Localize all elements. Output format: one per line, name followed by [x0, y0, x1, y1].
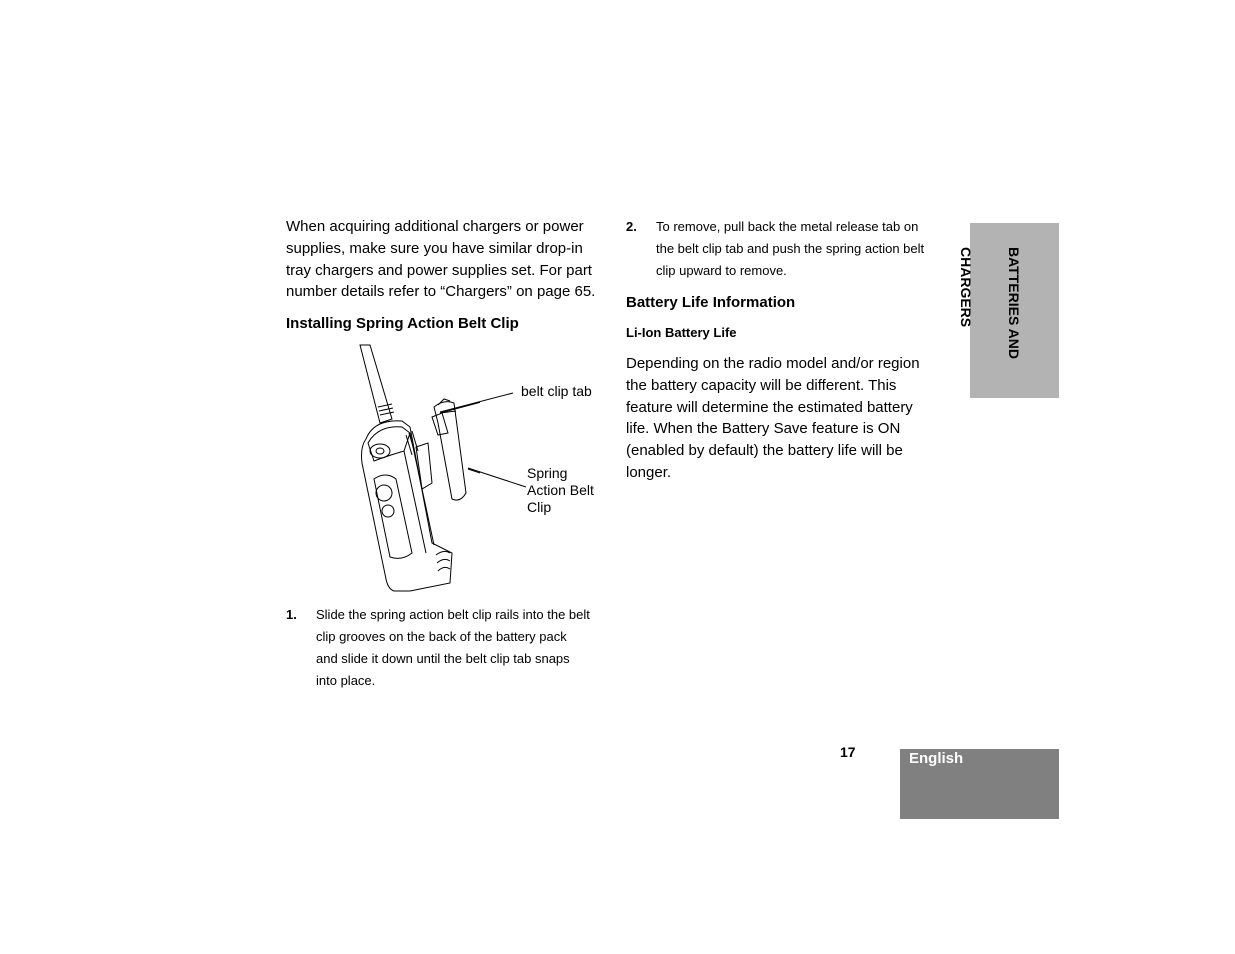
callout-leader-lines — [440, 390, 530, 490]
text-line: the battery capacity will be different. This — [626, 376, 897, 394]
text-line: longer. — [626, 463, 672, 481]
battery-life-paragraph — [626, 353, 956, 484]
section-heading-belt-clip: Installing Spring Action Belt Clip — [286, 315, 519, 332]
subheading-li-ion: Li-Ion Battery Life — [626, 325, 737, 340]
text-line: tray chargers and power supplies set. For part — [286, 261, 592, 279]
text-line: clip upward to remove. — [656, 263, 787, 278]
callout-line: Spring — [527, 465, 568, 481]
step-text — [656, 216, 924, 282]
step-1 — [286, 604, 616, 694]
chapter-side-tab-label — [958, 223, 1059, 398]
chapter-side-tab — [958, 223, 1059, 398]
intro-paragraph — [286, 216, 616, 303]
step-number: 2. — [626, 219, 637, 234]
page-number: 17 — [840, 744, 856, 760]
text-line: number details refer to “Chargers” on page 65. — [286, 283, 596, 301]
language-box — [900, 749, 1059, 819]
text-line: into place. — [316, 673, 376, 688]
text-line: clip grooves on the back of the battery pack — [316, 629, 567, 644]
callout-line: Action Belt — [527, 482, 594, 498]
text-line: supplies, make sure you have similar drop-in — [286, 239, 583, 257]
language-label: English — [909, 750, 964, 767]
step-2 — [626, 216, 956, 286]
text-line: Depending on the radio model and/or region — [626, 355, 920, 372]
text-line: Slide the spring action belt clip rails into the belt — [316, 607, 590, 622]
tab-line: BATTERIES AND — [1006, 247, 1022, 359]
section-heading-battery-life: Battery Life Information — [626, 294, 796, 311]
text-line: (enabled by default) the battery life will be — [626, 442, 903, 460]
step-number: 1. — [286, 607, 297, 622]
tab-line: CHARGERS — [958, 247, 974, 328]
callout-belt-clip-tab: belt clip tab — [521, 383, 592, 399]
text-line: When acquiring additional chargers or power — [286, 218, 584, 235]
callout-line: Clip — [527, 499, 552, 515]
text-line: and slide it down until the belt clip tab snaps — [316, 651, 570, 666]
callout-spring-action-belt-clip — [527, 465, 594, 516]
step-text — [316, 604, 590, 692]
text-line: life. When the Battery Save feature is ON — [626, 420, 901, 438]
text-line: To remove, pull back the metal release tab on — [656, 219, 919, 234]
text-line: feature will determine the estimated battery — [626, 398, 913, 416]
text-line: the belt clip tab and push the spring action belt — [656, 241, 925, 256]
